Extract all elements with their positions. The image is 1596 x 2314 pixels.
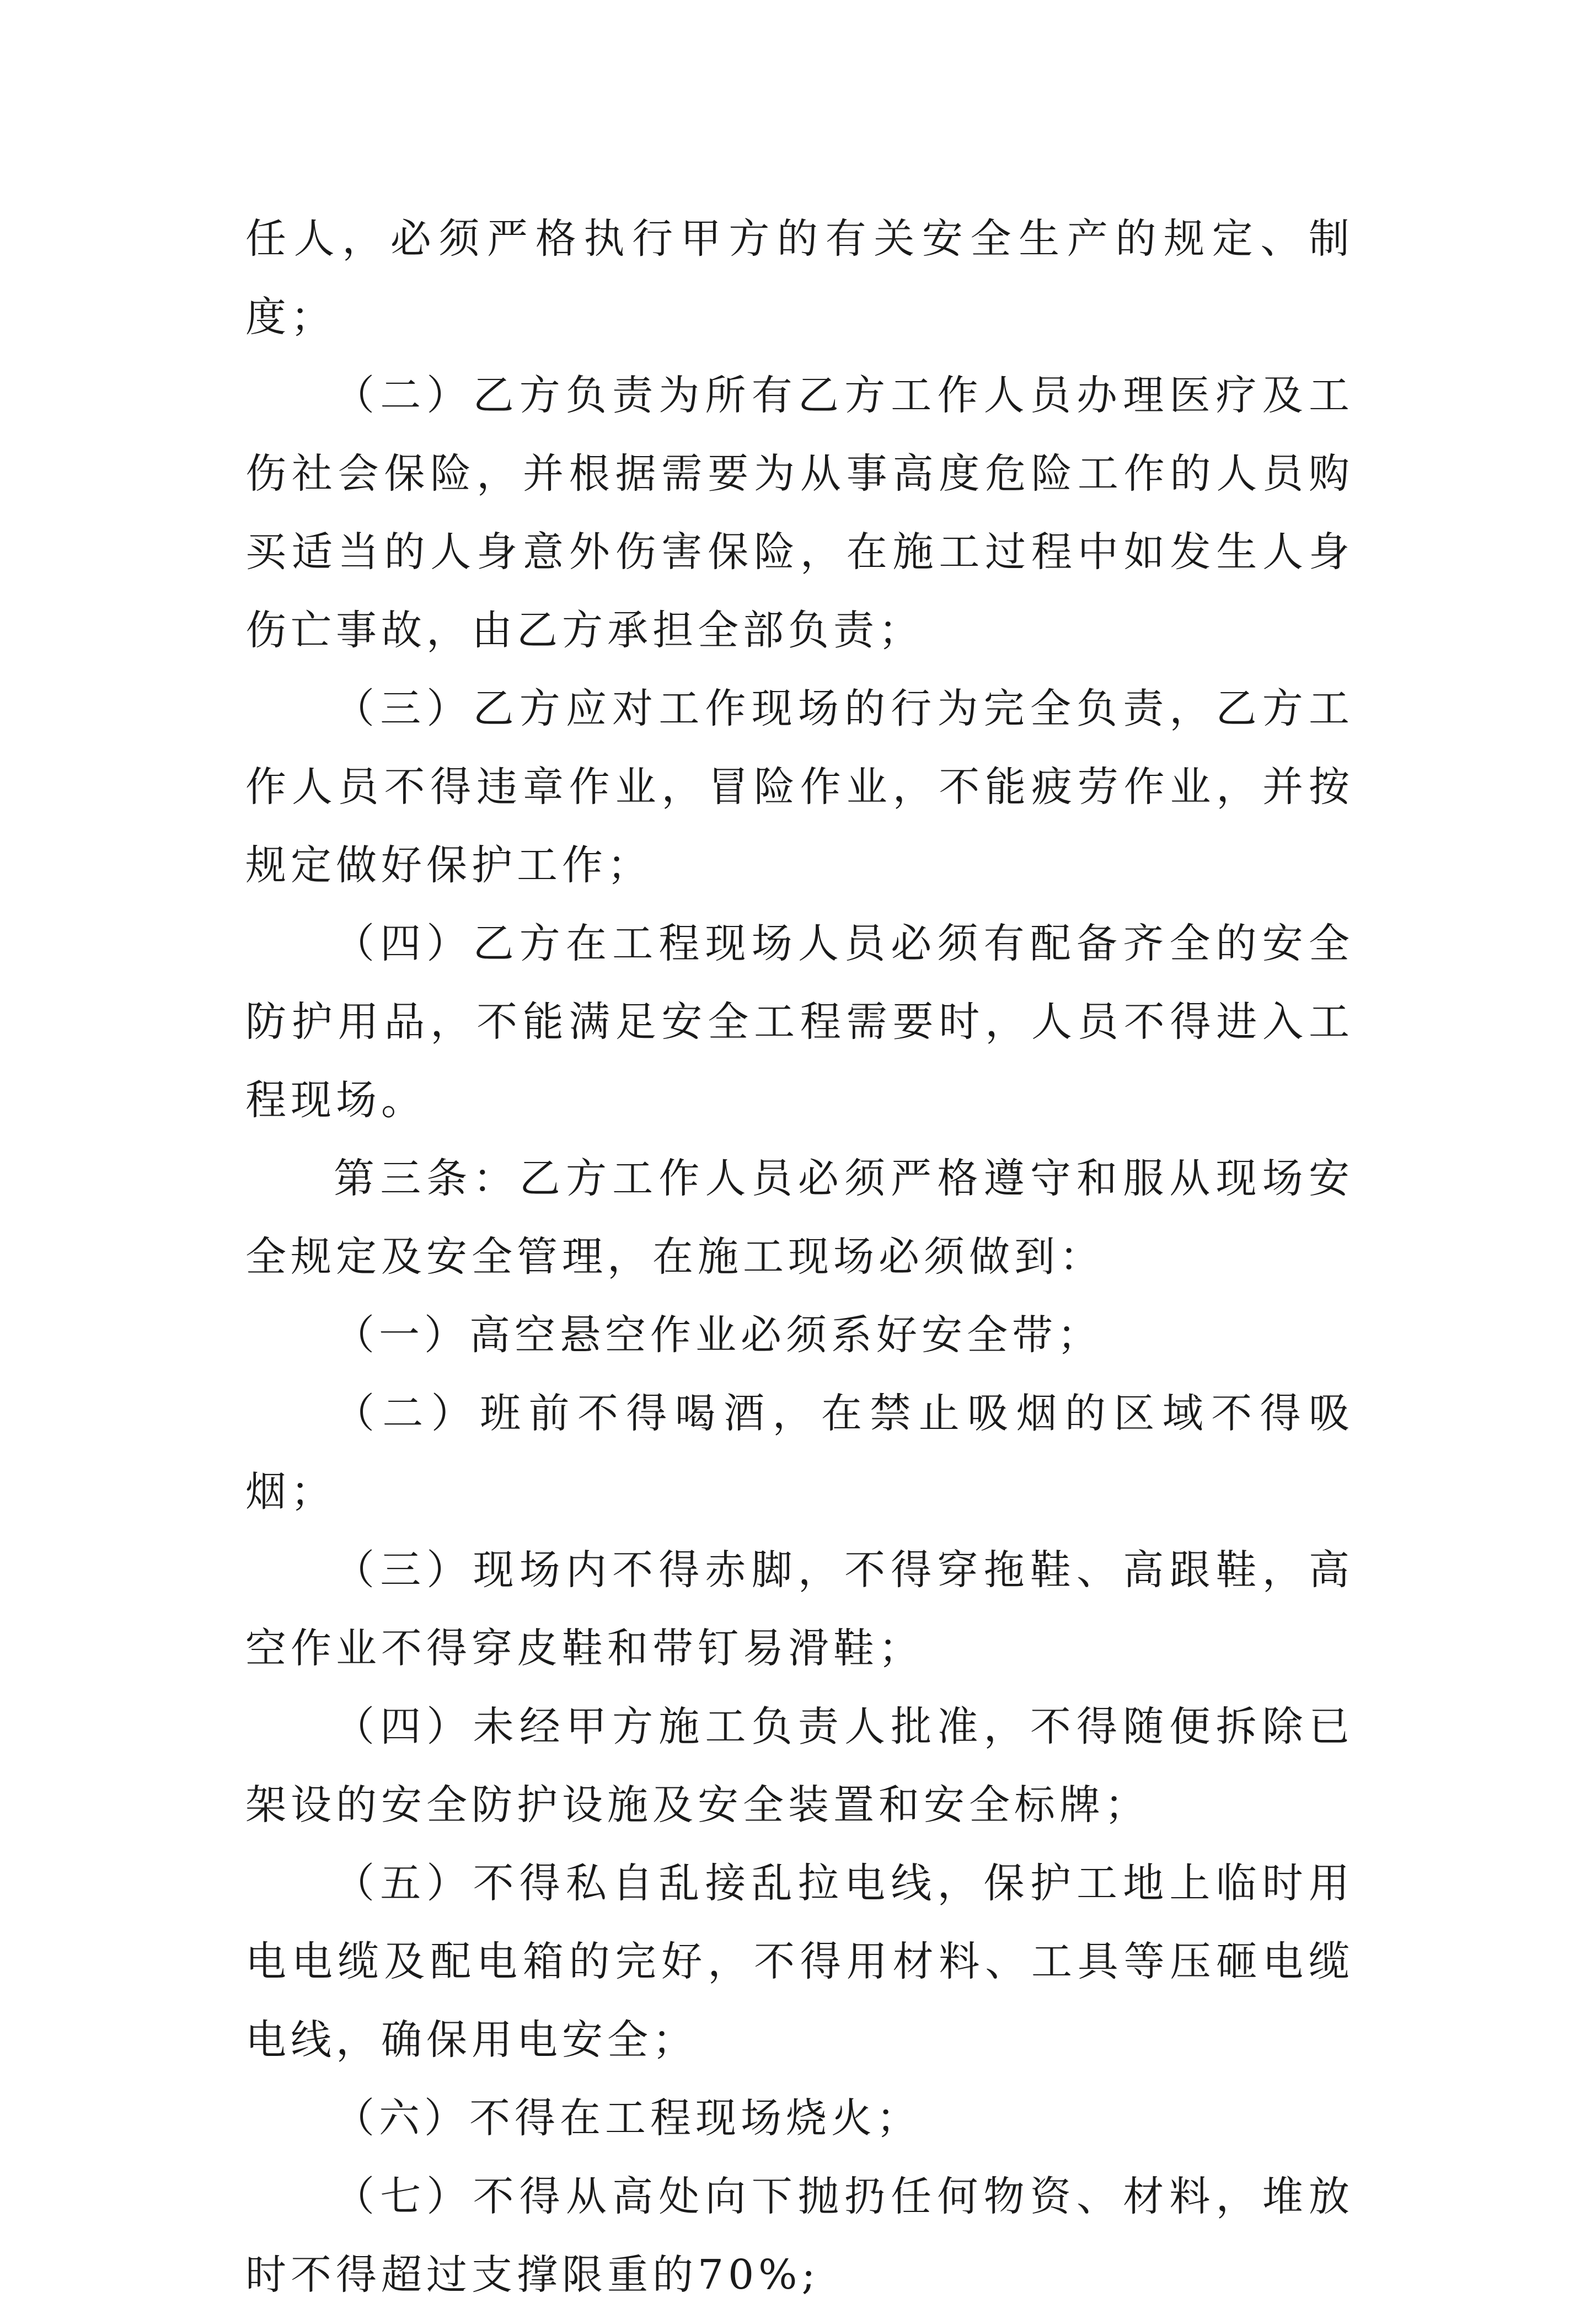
paragraph-clause-2-3: （三）乙方应对工作现场的行为完全负责，乙方工作人员不得违章作业，冒险作业，不能疲劳作业，并按规定做好保护工作； <box>245 685 1354 889</box>
paragraph-continuation: 任人，必须严格执行甲方的有关安全生产的规定、制度； <box>245 215 1354 341</box>
paragraph-item-4: （四）未经甲方施工负责人批准，不得随便拆除已架设的安全防护设施及安全装置和安全标牌； <box>245 1703 1354 1829</box>
paragraph-item-2: （二）班前不得喝酒，在禁止吸烟的区域不得吸烟； <box>245 1390 1354 1515</box>
paragraph-item-6: （六）不得在工程现场烧火； <box>334 2095 922 2142</box>
paragraph-clause-2-2: （二）乙方负责为所有乙方工作人员办理医疗及工伤社会保险，并根据需要为从事高度危险工作的人员购买适当的人身意外伤害保险，在施工过程中如发生人身伤亡事故，由乙方承担全部负责； <box>245 372 1354 654</box>
paragraph-article-3: 第三条：乙方工作人员必须严格遵守和服从现场安全规定及安全管理，在施工现场必须做到： <box>245 1155 1354 1281</box>
document-body <box>245 200 1354 2314</box>
paragraph-item-5: （五）不得私自乱接乱拉电线，保护工地上临时用电电缆及配电箱的完好，不得用材料、工具等压砸电缆电线，确保用电安全； <box>245 1860 1354 2064</box>
paragraph-clause-2-4: （四）乙方在工程现场人员必须有配备齐全的安全防护用品，不能满足安全工程需要时，人员不得进入工程现场。 <box>245 920 1354 1124</box>
paragraph-item-3: （三）现场内不得赤脚，不得穿拖鞋、高跟鞋，高空作业不得穿皮鞋和带钉易滑鞋； <box>245 1546 1354 1672</box>
paragraph-item-7: （七）不得从高处向下抛扔任何物资、材料，堆放时不得超过支撑限重的70%; <box>245 2173 1354 2299</box>
paragraph-item-1: （一）高空悬空作业必须系好安全带； <box>334 1311 1102 1359</box>
